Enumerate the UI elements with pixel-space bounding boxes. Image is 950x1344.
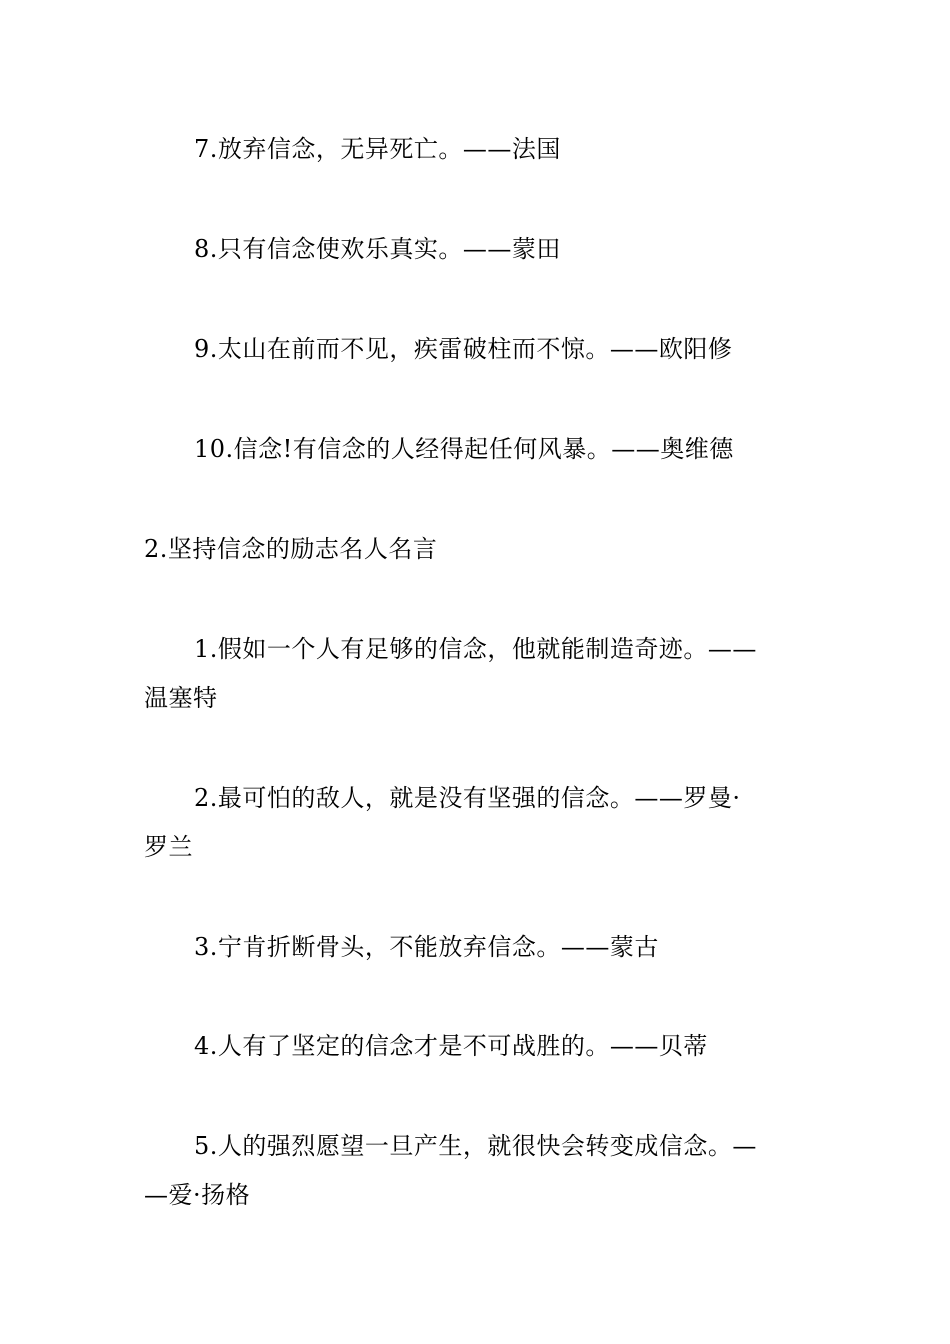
quote-2-4-line1: 4.人有了坚定的信念才是不可战胜的。——贝蒂 [194,1032,708,1060]
quote-item-7: 7.放弃信念，无异死亡。——法国 [194,135,561,163]
quote-2-1-line1: 1.假如一个人有足够的信念，他就能制造奇迹。—— [194,635,757,663]
quote-2-5-line1: 5.人的强烈愿望一旦产生，就很快会转变成信念。— [194,1132,757,1160]
quote-item-9: 9.太山在前而不见，疾雷破柱而不惊。——欧阳修 [194,335,733,363]
quote-2-1-line2: 温塞特 [144,684,218,712]
quote-2-2-line1: 2.最可怕的敌人，就是没有坚强的信念。——罗曼· [194,784,741,812]
section-heading: 2.坚持信念的励志名人名言 [144,535,438,563]
quote-item-8: 8.只有信念使欢乐真实。——蒙田 [194,235,561,263]
quote-item-10: 10.信念!有信念的人经得起任何风暴。——奥维德 [194,435,734,463]
quote-2-3-line1: 3.宁肯折断骨头，不能放弃信念。——蒙古 [194,933,659,961]
quote-2-5-line2: —爱·扬格 [144,1181,251,1209]
quote-2-2-line2: 罗兰 [144,833,193,861]
